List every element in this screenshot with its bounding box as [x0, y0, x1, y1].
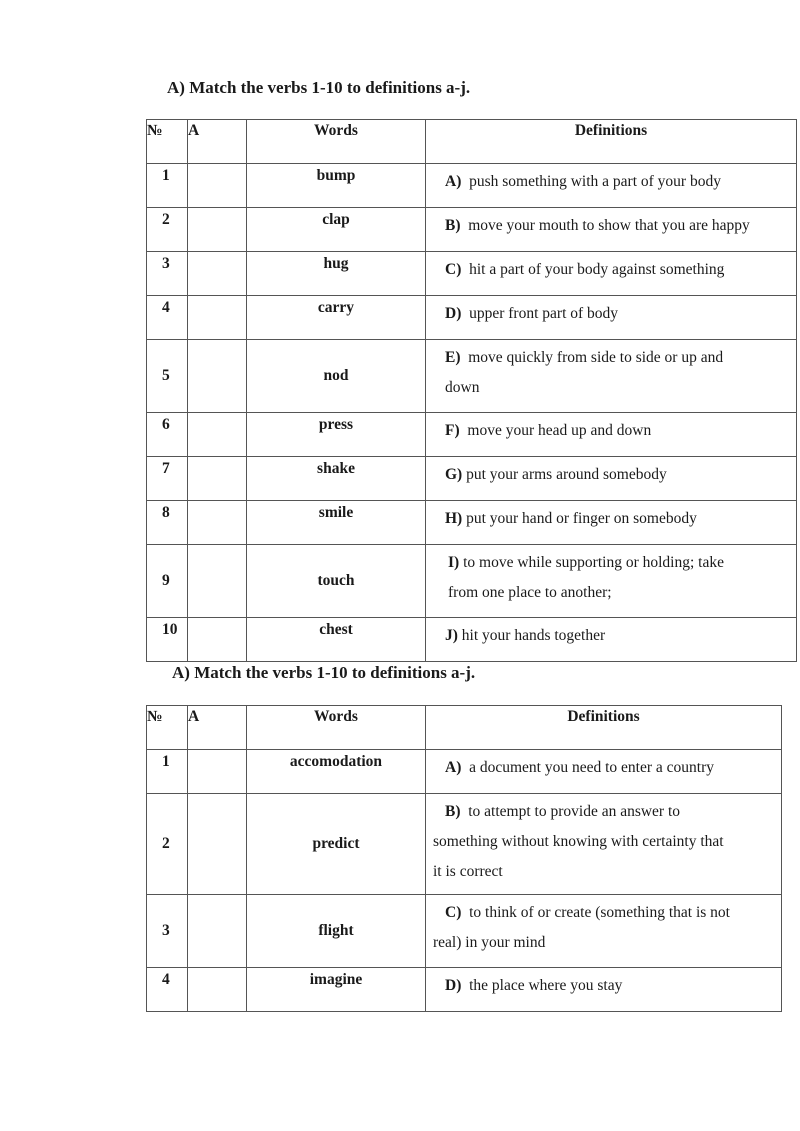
word-cell: accomodation	[247, 750, 426, 794]
answer-cell[interactable]	[188, 794, 247, 895]
exercise-2-heading: A) Match the verbs 1-10 to definitions a-j.	[172, 663, 476, 682]
definition-cell	[426, 750, 782, 794]
definition-text: a document you need to enter a country	[469, 759, 715, 776]
word-cell: imagine	[247, 968, 426, 1012]
table-header-row	[147, 120, 797, 164]
table-row	[147, 545, 797, 618]
row-number: 8	[147, 501, 188, 545]
answer-cell[interactable]	[188, 545, 247, 618]
definition-cell	[426, 296, 797, 340]
definition-text: hit a part of your body against something	[469, 261, 725, 278]
definition-letter: B)	[445, 217, 461, 234]
definition-text: the place where you stay	[469, 977, 623, 994]
table-row	[147, 208, 797, 252]
answer-cell[interactable]	[188, 164, 247, 208]
answer-cell[interactable]	[188, 968, 247, 1012]
table-row	[147, 457, 797, 501]
row-number: 3	[147, 895, 188, 968]
definition-letter: D)	[445, 977, 462, 994]
word-cell: touch	[247, 545, 426, 618]
definition-cell	[426, 413, 797, 457]
table-row	[147, 968, 782, 1012]
answer-cell[interactable]	[188, 750, 247, 794]
definition-text-line2: from one place to another;	[448, 584, 612, 601]
table-row	[147, 252, 797, 296]
definition-cell	[426, 164, 797, 208]
answer-cell[interactable]	[188, 501, 247, 545]
definition-text: move your head up and down	[467, 422, 652, 439]
definition-letter: G)	[445, 466, 463, 483]
definition-cell	[426, 794, 782, 895]
definition-cell	[426, 252, 797, 296]
table-row	[147, 501, 797, 545]
row-number: 3	[147, 252, 188, 296]
definition-letter: E)	[445, 349, 461, 366]
definition-cell	[426, 895, 782, 968]
row-number: 5	[147, 340, 188, 413]
row-number: 10	[147, 618, 188, 662]
exercise-2-table	[146, 705, 782, 1012]
definition-cell	[426, 208, 797, 252]
table-row	[147, 413, 797, 457]
definition-cell	[426, 457, 797, 501]
definition-letter: J)	[445, 627, 458, 644]
answer-cell[interactable]	[188, 895, 247, 968]
column-header-number: №	[147, 120, 188, 164]
row-number: 4	[147, 296, 188, 340]
answer-cell[interactable]	[188, 208, 247, 252]
table-header-row	[147, 706, 782, 750]
table-row	[147, 618, 797, 662]
exercise-1-heading: A) Match the verbs 1-10 to definitions a-j.	[167, 78, 471, 97]
table-row	[147, 895, 782, 968]
definition-cell	[426, 618, 797, 662]
word-cell: press	[247, 413, 426, 457]
answer-cell[interactable]	[188, 296, 247, 340]
answer-cell[interactable]	[188, 457, 247, 501]
answer-cell[interactable]	[188, 413, 247, 457]
definition-cell	[426, 501, 797, 545]
definition-text-line2: down	[445, 379, 480, 396]
column-header-words: Words	[247, 120, 426, 164]
definition-text-line1: to move while supporting or holding; take	[463, 554, 724, 571]
word-cell: nod	[247, 340, 426, 413]
definition-text-line3: it is correct	[433, 863, 503, 880]
column-header-number: №	[147, 706, 188, 750]
exercise-1-table	[146, 119, 797, 662]
answer-cell[interactable]	[188, 340, 247, 413]
definition-text-line1: to think of or create (something that is not	[469, 904, 730, 921]
row-number: 2	[147, 794, 188, 895]
column-header-words: Words	[247, 706, 426, 750]
definition-letter: I)	[448, 554, 460, 571]
row-number: 4	[147, 968, 188, 1012]
word-cell: clap	[247, 208, 426, 252]
definition-letter: H)	[445, 510, 463, 527]
table-row	[147, 794, 782, 895]
row-number: 2	[147, 208, 188, 252]
definition-text-line2: something without knowing with certainty that	[433, 833, 724, 850]
column-header-answer: A	[188, 706, 247, 750]
definition-letter: C)	[445, 904, 462, 921]
definition-text-line1: to attempt to provide an answer to	[468, 803, 681, 820]
definition-text-line2: real) in your mind	[433, 934, 546, 951]
word-cell: hug	[247, 252, 426, 296]
definition-text: push something with a part of your body	[469, 173, 721, 190]
definition-letter: A)	[445, 173, 462, 190]
word-cell: flight	[247, 895, 426, 968]
definition-text: upper front part of body	[469, 305, 619, 322]
definition-letter: F)	[445, 422, 460, 439]
definition-text-line1: move quickly from side to side or up and	[468, 349, 724, 366]
definition-cell	[426, 545, 797, 618]
column-header-answer: A	[188, 120, 247, 164]
table-row	[147, 164, 797, 208]
word-cell: shake	[247, 457, 426, 501]
word-cell: chest	[247, 618, 426, 662]
definition-cell	[426, 340, 797, 413]
definition-letter: B)	[445, 803, 461, 820]
definition-text: put your arms around somebody	[466, 466, 667, 483]
row-number: 7	[147, 457, 188, 501]
row-number: 1	[147, 750, 188, 794]
table-row	[147, 296, 797, 340]
table-row	[147, 750, 782, 794]
word-cell: predict	[247, 794, 426, 895]
row-number: 1	[147, 164, 188, 208]
definition-letter: C)	[445, 261, 462, 278]
definition-letter: A)	[445, 759, 462, 776]
word-cell: bump	[247, 164, 426, 208]
word-cell: carry	[247, 296, 426, 340]
column-header-definitions: Definitions	[426, 120, 797, 164]
definition-cell	[426, 968, 782, 1012]
row-number: 6	[147, 413, 188, 457]
table-row	[147, 340, 797, 413]
definition-letter: D)	[445, 305, 462, 322]
answer-cell[interactable]	[188, 618, 247, 662]
definition-text: move your mouth to show that you are happy	[468, 217, 750, 234]
row-number: 9	[147, 545, 188, 618]
column-header-definitions: Definitions	[426, 706, 782, 750]
definition-text: hit your hands together	[461, 627, 606, 644]
definition-text: put your hand or finger on somebody	[466, 510, 697, 527]
word-cell: smile	[247, 501, 426, 545]
answer-cell[interactable]	[188, 252, 247, 296]
